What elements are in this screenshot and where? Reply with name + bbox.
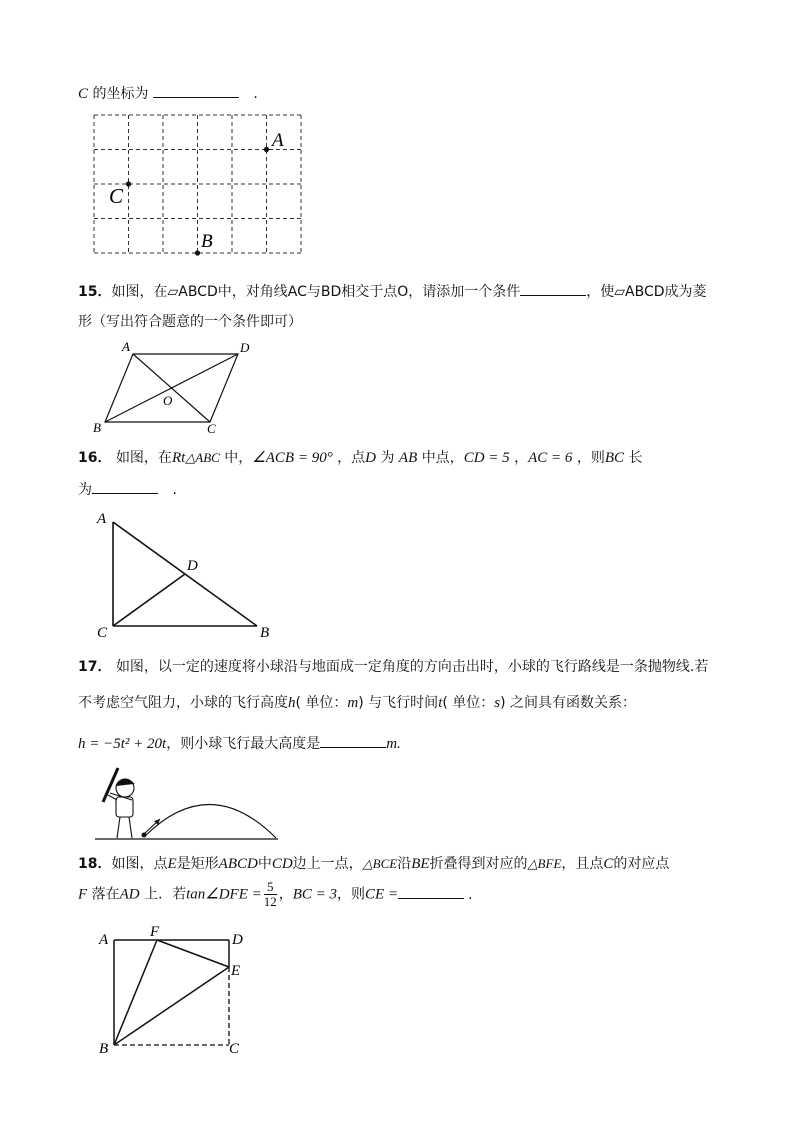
q16-answer-blank[interactable] [92, 479, 158, 494]
q17-unit: m. [386, 736, 401, 752]
point-c [126, 181, 131, 186]
q15-text-c: 形（写出符合题意的一个条件即可） [78, 314, 302, 330]
q18-period: . [468, 886, 473, 903]
q17-number: 17． [78, 659, 112, 675]
q18-tan: tan∠DFE = [186, 886, 262, 903]
q18-number: 18． [78, 856, 112, 872]
q14-answer-blank[interactable] [153, 83, 239, 98]
q18-frac-den: 12 [263, 894, 277, 909]
q18-label-f: F [150, 924, 160, 940]
q15-parallelogram-figure [90, 338, 260, 438]
q18-answer-blank[interactable] [398, 884, 464, 899]
q16-tri: △ABC [185, 450, 220, 465]
q15-text-b: ，使▱ABCD成为菱 [586, 284, 707, 300]
label-c: C [109, 184, 124, 208]
q17-m: m [347, 695, 359, 711]
q18-rectangle-figure [92, 924, 262, 1064]
q16-label-c: C [97, 625, 108, 641]
q17-baseball-figure [90, 762, 290, 844]
q17-l2a: 不考虑空气阻力，小球的飞行高度 [78, 695, 288, 711]
q16-t8: 长 [628, 450, 643, 466]
q15-number: 15． [78, 284, 112, 300]
q18-t8: 的对应点 [613, 856, 670, 872]
q16-period: . [172, 482, 177, 498]
q18-t5: 沿 [397, 856, 412, 872]
q18-t2: 是矩形 [176, 856, 219, 872]
q14-var-c: C [78, 86, 89, 102]
q17-line1 [78, 656, 708, 676]
q16-t1: 如图，在 [115, 450, 172, 466]
q16-rt: Rt [171, 450, 186, 466]
q17-l2e: ) 之间具有函数关系： [500, 695, 637, 711]
q15-label-a: A [122, 339, 130, 354]
label-a: A [272, 130, 284, 151]
q18-bc3: BC = 3 [292, 886, 338, 903]
q18-line1 [78, 853, 669, 873]
q18-t7: ，且点 [561, 856, 604, 872]
q17-t: t [438, 695, 443, 711]
q18-fraction [264, 880, 277, 909]
q18-t12: ，则 [337, 886, 366, 903]
q16-ab: AB [398, 450, 418, 466]
q16-label-d: D [187, 558, 198, 574]
q16-angle: ∠ACB = 90° [252, 450, 333, 466]
q15-label-b: B [93, 420, 101, 435]
q16-line2 [78, 479, 177, 499]
q18-ce: CE = [365, 886, 399, 903]
q16-t5: 中点， [421, 450, 464, 466]
q18-line2 [78, 880, 473, 909]
q18-c: C [603, 856, 614, 872]
q18-f: F [78, 886, 88, 903]
q17-line2 [78, 692, 636, 712]
q18-t11: ， [278, 886, 293, 903]
q15-answer-blank[interactable] [520, 281, 586, 296]
q18-abcd: ABCD [218, 856, 258, 872]
q18-cd: CD [271, 856, 293, 872]
q16-line1 [78, 447, 642, 467]
point-b [195, 250, 200, 255]
point-a [264, 147, 269, 152]
q16-triangle-figure [90, 505, 290, 643]
q14-line [78, 83, 258, 103]
q17-line3 [78, 733, 401, 753]
q18-label-a: A [99, 932, 109, 948]
q18-bfe: △BFE [527, 856, 562, 871]
q17-l1: 如图，以一定的速度将小球沿与地面成一定角度的方向击出时，小球的飞行路线是一条抛物线.若 [115, 659, 709, 675]
q18-t3: 中 [257, 856, 272, 872]
q15-label-o: O [163, 393, 173, 408]
q18-label-e: E [231, 963, 241, 979]
q16-t6: ， [514, 450, 529, 466]
q14-grid-figure [94, 115, 304, 255]
q17-l2b: ( 单位： [295, 695, 348, 711]
q18-label-d: D [232, 932, 243, 948]
q17-l2d: ( 单位： [442, 695, 495, 711]
q18-t6: 折叠得到对应的 [429, 856, 528, 872]
q17-l3a: ，则小球飞行最大高度是 [166, 736, 321, 752]
q16-t7: ，则 [576, 450, 605, 466]
q18-label-b: B [99, 1041, 109, 1057]
q17-h: h [288, 695, 296, 711]
q18-t4: 边上一点， [292, 856, 363, 872]
q15-label-d: D [240, 340, 250, 355]
q18-be: BE [411, 856, 430, 872]
q14-text: 的坐标为 [92, 86, 149, 102]
q16-l2a: 为 [78, 482, 92, 498]
q16-label-b: B [260, 625, 270, 641]
q15-line1 [78, 281, 707, 301]
q14-period: . [253, 86, 258, 102]
q18-t1: 如图，点 [111, 856, 168, 872]
q16-label-a: A [97, 511, 107, 527]
q16-bc: BC [604, 450, 625, 466]
q18-e: E [167, 856, 177, 872]
q15-text-a: 如图，在▱ABCD中，对角线AC与BD相交于点O，请添加一个条件 [111, 284, 521, 300]
q16-ac: AC = 6 [528, 450, 573, 466]
q16-number: 16． [78, 450, 112, 466]
q16-t4: 为 [380, 450, 395, 466]
q17-formula: h = −5t² + 20t [78, 736, 167, 752]
q16-cd: CD = 5 [463, 450, 510, 466]
q18-ad: AD [119, 886, 140, 903]
q16-t3: ，点 [337, 450, 366, 466]
q17-l2c: ) 与飞行时间 [358, 695, 439, 711]
label-b: B [201, 231, 213, 252]
q18-t10: 上．若 [144, 886, 187, 903]
q18-bce: △BCE [362, 856, 398, 871]
q15-line2 [78, 311, 302, 331]
q16-t2: 中， [224, 450, 253, 466]
q18-frac-num: 5 [264, 880, 277, 895]
q18-label-c: C [229, 1041, 240, 1057]
q17-answer-blank[interactable] [320, 733, 386, 748]
q17-s: s [494, 695, 501, 711]
q18-t9: 落在 [91, 886, 120, 903]
q16-d: D [365, 450, 376, 466]
q15-label-c: C [207, 421, 216, 436]
